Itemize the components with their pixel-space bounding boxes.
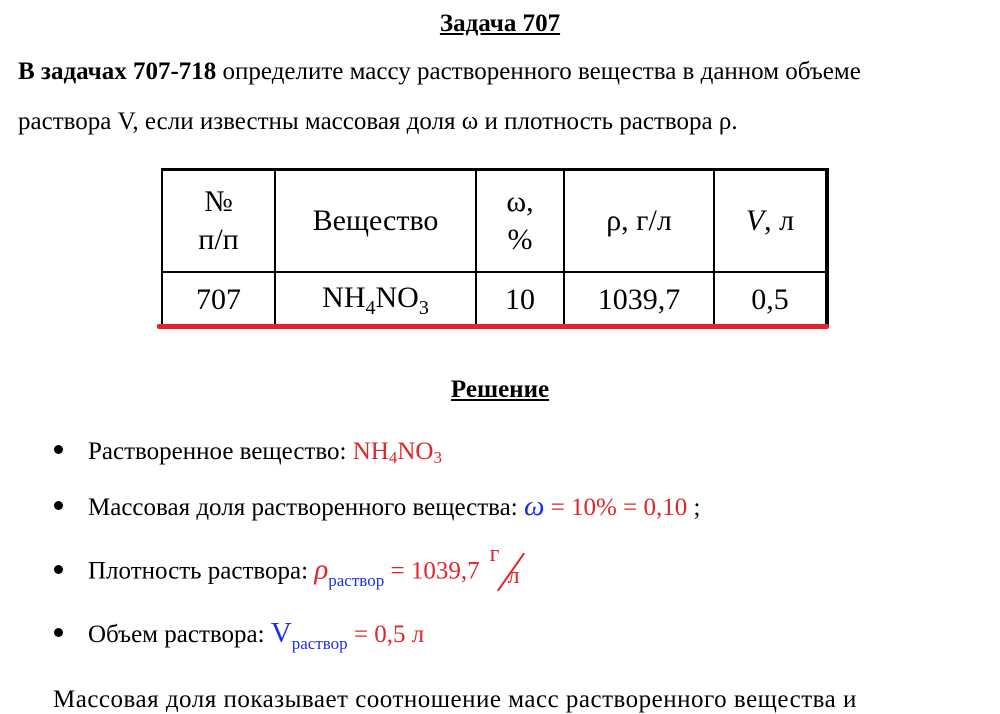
intro-line-2: раствора V, если известны массовая доля ω и плотность раствора ρ.: [18, 108, 738, 135]
bullet-dot: [54, 501, 63, 510]
omega-equals: =: [544, 494, 572, 521]
rho-subscript: раствор: [328, 570, 385, 590]
rho-equals: =: [384, 557, 411, 585]
cell-rho: 1039,7: [564, 272, 714, 327]
bullet-label: Растворенное вещество:: [88, 438, 353, 465]
task-title: Задача 707: [439, 10, 561, 37]
explanation-paragraph: Массовая доля показывает соотношение масс растворенного вещества и: [53, 686, 857, 713]
bullet-item-mass-fraction: [54, 490, 700, 523]
header-volume: [714, 170, 827, 273]
bullet-item-density: [54, 541, 526, 595]
rho-symbol: ρ: [314, 553, 329, 586]
cell-volume: 0,5: [714, 272, 827, 327]
volume-symbol: V: [270, 617, 292, 649]
cell-substance-sub2: 3: [418, 296, 429, 319]
bullet-dot: [54, 565, 63, 574]
intro-bold-lead: В задачах 707-718: [18, 58, 217, 85]
bullet-label: Плотность раствора:: [88, 557, 315, 585]
formula-part1: NH: [352, 438, 389, 465]
header-num: [162, 170, 275, 273]
volume-equals: =: [347, 621, 375, 648]
bullet-label: Массовая доля растворенного вещества:: [88, 494, 524, 521]
formula-part2: NO: [397, 438, 434, 465]
omega-symbol: ω: [523, 490, 545, 522]
header-volume-symbol: V: [745, 204, 765, 237]
bullet-item-volume: [54, 617, 425, 653]
table-red-underline: [157, 324, 829, 329]
omega-tail: ;: [687, 494, 701, 521]
bullet-dot: [54, 445, 63, 454]
header-substance: Вещество: [275, 170, 476, 273]
header-volume-unit: , л: [764, 204, 795, 237]
bullet-label: Объем раствора:: [88, 621, 271, 648]
header-omega-line2: %: [507, 223, 533, 256]
volume-subscript: раствор: [291, 634, 348, 653]
intro-line-1-text: определите массу растворенного вещества в данном объеме: [216, 58, 861, 85]
bullet-item-substance: [54, 438, 442, 466]
formula-sub2: 3: [433, 448, 442, 467]
solution-title: Решение: [450, 376, 550, 403]
problem-table: [161, 168, 829, 327]
table-header-row: [162, 170, 827, 273]
cell-substance-part1: NH: [322, 280, 366, 314]
rho-value: 1039,7: [410, 557, 480, 585]
header-rho: ρ, г/л: [564, 170, 714, 273]
omega-value: 10% = 0,10: [571, 494, 688, 521]
cell-omega: 10: [476, 272, 564, 327]
cell-num: 707: [162, 272, 275, 327]
cell-substance: [275, 272, 476, 327]
header-omega: [476, 170, 564, 273]
unit-denominator: л: [507, 563, 520, 589]
bullet-dot: [54, 628, 63, 637]
rho-unit-fraction: [486, 541, 526, 593]
intro-line-1: [18, 58, 861, 86]
formula-sub1: 4: [388, 448, 398, 467]
table-row: [162, 272, 827, 327]
substance-formula: [353, 438, 442, 465]
cell-substance-sub1: 4: [365, 296, 376, 319]
unit-numerator: г: [489, 541, 500, 567]
header-num-line1: №: [204, 185, 233, 218]
header-num-line2: п/п: [198, 223, 239, 256]
header-omega-line1: ω,: [506, 185, 534, 218]
cell-substance-part2: NO: [375, 280, 419, 314]
volume-value: 0,5 л: [374, 621, 425, 648]
